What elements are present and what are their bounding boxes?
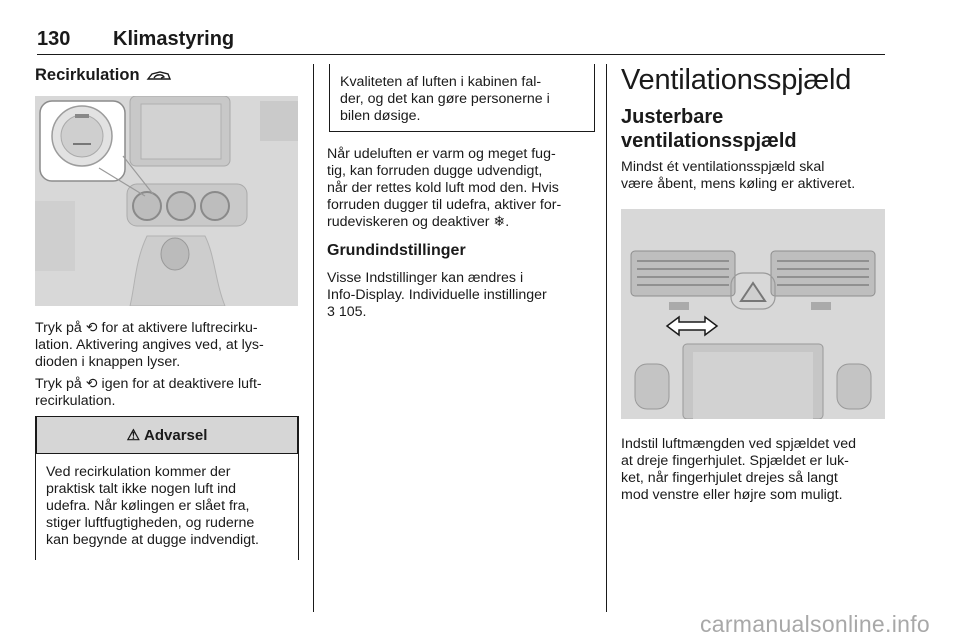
warning-title: Advarsel (144, 426, 208, 444)
chapter-title: Klimastyring (113, 28, 235, 50)
column-divider-right (606, 64, 607, 612)
right-column (621, 64, 887, 504)
left-column (35, 64, 299, 560)
deactivate-paragraph: Tryk på ⟲ igen for at deaktivere luft- recirkulation. (35, 376, 262, 409)
warning-icon: ⚠ (126, 427, 141, 444)
vent-adjustment-photo (621, 209, 885, 419)
warning-header (36, 416, 298, 454)
vents-intro-paragraph: Mindst ét ventilationsspjæld skal være åbent, mens køling er aktiveret. (621, 159, 856, 192)
fog-paragraph: Når udeluften er varm og meget fug- tig, kan forruden dugge udvendigt, når der rettes kold luft mod den. Hvis forruden dugger til udefra, aktiver for- rudeviskeren og deaktiver ❄. (327, 146, 562, 230)
warning-continuation-box (329, 64, 595, 132)
warning-text: Ved recirkulation kommer der praktisk talt ikke nogen luft ind udefra. Når kølingen er slået fra, stiger luftfugtigheden, og ruderne kan begynde at dugge indvendigt. (46, 464, 259, 548)
page-header (37, 24, 885, 55)
activate-paragraph: Tryk på ⟲ for at aktivere luftrecirku- lation. Aktivering angives ved, at lys- dioden i knappen lyser. (35, 320, 264, 370)
note-text: Kvaliteten af luften i kabinen fal- der, og det kan gøre personerne i bilen døsige. (340, 74, 550, 124)
basic-settings-paragraph: Visse Indstillinger kan ændres i Info-Display. Individuelle instillinger 3 105. (327, 270, 547, 320)
vents-title: Ventilationsspjæld (621, 64, 852, 96)
page-number: 130 (37, 28, 71, 50)
adjustable-vents-subtitle: Justerbare ventilationsspjæld (621, 106, 797, 152)
column-divider-left (313, 64, 314, 612)
middle-column (327, 64, 593, 321)
recirculation-button-photo (35, 96, 298, 306)
watermark: carmanualsonline.info (699, 611, 930, 637)
warning-box (35, 416, 299, 560)
recirculation-icon (146, 70, 172, 82)
basic-settings-heading: Grundindstillinger (327, 242, 466, 259)
section-heading-recirculation: Recirkulation (35, 66, 299, 85)
vents-adjust-paragraph: Indstil luftmængden ved spjældet ved at dreje fingerhjulet. Spjældet er luk- ket, når fingerhjulet drejes så langt mod venstre eller højre som muligt. (621, 436, 857, 503)
